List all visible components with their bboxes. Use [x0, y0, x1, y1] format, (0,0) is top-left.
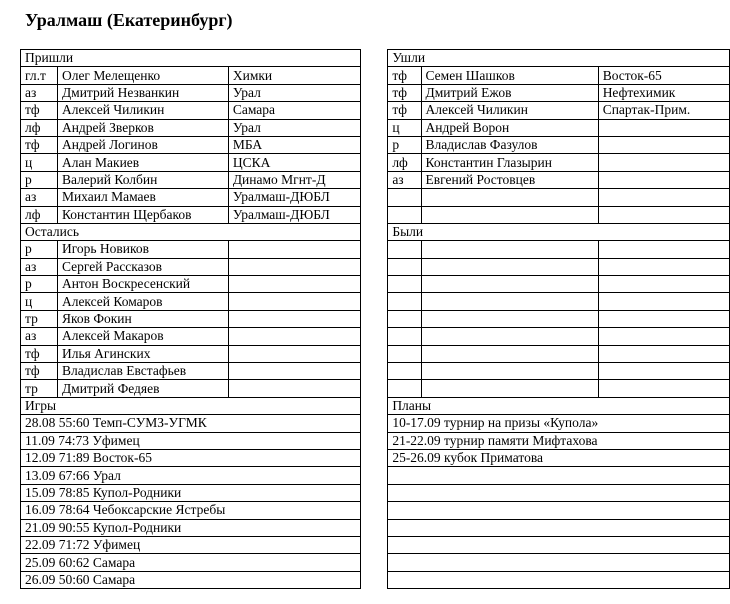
game-cell: 26.09 50:60 Самара	[21, 571, 229, 588]
empty-cell	[388, 310, 421, 327]
club-cell: Урал	[228, 119, 360, 136]
empty-cell	[598, 536, 729, 553]
empty-cell	[598, 241, 729, 258]
empty-cell	[228, 380, 360, 397]
table-row	[21, 136, 730, 153]
table-row	[21, 154, 730, 171]
position-cell: р	[21, 276, 58, 293]
player-cell: Семен Шашков	[421, 67, 598, 84]
player-cell: Валерий Колбин	[57, 171, 228, 188]
club-cell	[598, 206, 729, 223]
position-cell: р	[21, 241, 58, 258]
empty-cell	[598, 554, 729, 571]
column-gap	[360, 502, 388, 519]
position-cell: р	[388, 136, 421, 153]
position-cell: тр	[21, 310, 58, 327]
empty-cell	[388, 258, 421, 275]
empty-cell	[598, 276, 729, 293]
empty-cell	[421, 258, 598, 275]
empty-cell	[388, 293, 421, 310]
club-cell	[598, 189, 729, 206]
empty-cell	[228, 345, 360, 362]
table-row	[21, 484, 730, 501]
position-cell: тф	[388, 84, 421, 101]
position-cell: ц	[21, 293, 58, 310]
empty-cell	[228, 310, 360, 327]
player-cell: Андрей Зверков	[57, 119, 228, 136]
empty-cell	[228, 415, 360, 432]
table-row	[21, 189, 730, 206]
empty-cell	[228, 276, 360, 293]
column-gap	[360, 519, 388, 536]
column-gap	[360, 276, 388, 293]
game-cell: 11.09 74:73 Уфимец	[21, 432, 229, 449]
empty-cell	[598, 432, 729, 449]
plan-cell	[388, 554, 598, 571]
game-cell: 25.09 60:62 Самара	[21, 554, 229, 571]
empty-cell	[388, 363, 421, 380]
position-cell: тф	[21, 102, 58, 119]
empty-cell	[421, 380, 598, 397]
empty-cell	[228, 293, 360, 310]
column-gap	[360, 363, 388, 380]
section-header-row	[21, 223, 730, 240]
empty-cell	[598, 363, 729, 380]
plan-cell	[388, 519, 598, 536]
plan-cell	[388, 571, 598, 588]
column-gap	[360, 171, 388, 188]
club-cell: Спартак-Прим.	[598, 102, 729, 119]
player-cell: Константин Щербаков	[57, 206, 228, 223]
player-cell: Алексей Макаров	[57, 328, 228, 345]
empty-cell	[228, 571, 360, 588]
column-gap	[360, 154, 388, 171]
club-cell: Нефтехимик	[598, 84, 729, 101]
table-row	[21, 519, 730, 536]
position-cell: тф	[21, 345, 58, 362]
empty-cell	[421, 293, 598, 310]
column-gap	[360, 119, 388, 136]
player-cell: Дмитрий Ежов	[421, 84, 598, 101]
position-cell: лф	[388, 154, 421, 171]
player-cell	[421, 206, 598, 223]
player-cell: Яков Фокин	[57, 310, 228, 327]
column-gap	[360, 449, 388, 466]
table-row	[21, 380, 730, 397]
column-gap	[360, 554, 388, 571]
table-row	[21, 536, 730, 553]
table-row	[21, 119, 730, 136]
empty-cell	[421, 241, 598, 258]
position-cell: аз	[21, 84, 58, 101]
empty-cell	[598, 484, 729, 501]
empty-cell	[228, 467, 360, 484]
empty-cell	[228, 258, 360, 275]
column-gap	[360, 571, 388, 588]
table-row	[21, 84, 730, 101]
column-gap	[360, 102, 388, 119]
empty-cell	[598, 310, 729, 327]
position-cell: тф	[388, 102, 421, 119]
table-row	[21, 258, 730, 275]
table-row	[21, 206, 730, 223]
section-header-row	[21, 397, 730, 414]
table-row	[21, 571, 730, 588]
column-gap	[360, 328, 388, 345]
section-header: Планы	[388, 397, 730, 414]
column-gap	[360, 241, 388, 258]
club-cell	[598, 119, 729, 136]
empty-cell	[388, 241, 421, 258]
roster-table	[20, 49, 730, 589]
empty-cell	[598, 571, 729, 588]
table-row	[21, 449, 730, 466]
player-cell: Дмитрий Незванкин	[57, 84, 228, 101]
position-cell	[388, 189, 421, 206]
section-header-row	[21, 50, 730, 67]
player-cell: Владислав Евстафьев	[57, 363, 228, 380]
position-cell: аз	[21, 258, 58, 275]
page-title: Уралмаш (Екатеринбург)	[25, 10, 233, 30]
club-cell: МБА	[228, 136, 360, 153]
column-gap	[360, 50, 388, 67]
column-gap	[360, 345, 388, 362]
player-cell: Андрей Ворон	[421, 119, 598, 136]
game-cell: 16.09 78:64 Чебоксарские Ястребы	[21, 502, 229, 519]
empty-cell	[388, 328, 421, 345]
empty-cell	[228, 484, 360, 501]
empty-cell	[421, 310, 598, 327]
player-cell: Алексей Чиликин	[57, 102, 228, 119]
empty-cell	[598, 467, 729, 484]
club-cell: Самара	[228, 102, 360, 119]
table-row	[21, 276, 730, 293]
plan-cell: 21-22.09 турнир памяти Мифтахова	[388, 432, 598, 449]
column-gap	[360, 189, 388, 206]
empty-cell	[228, 502, 360, 519]
plan-cell	[388, 484, 598, 501]
position-cell: ц	[388, 119, 421, 136]
plan-cell	[388, 502, 598, 519]
empty-cell	[388, 380, 421, 397]
empty-cell	[421, 328, 598, 345]
table-row	[21, 171, 730, 188]
position-cell: лф	[21, 206, 58, 223]
player-cell: Константин Глазырин	[421, 154, 598, 171]
club-cell: Уралмаш-ДЮБЛ	[228, 189, 360, 206]
empty-cell	[598, 502, 729, 519]
empty-cell	[228, 432, 360, 449]
table-row	[21, 345, 730, 362]
position-cell: гл.т	[21, 67, 58, 84]
position-cell: аз	[21, 328, 58, 345]
table-row	[21, 363, 730, 380]
column-gap	[360, 536, 388, 553]
section-header: Пришли	[21, 50, 361, 67]
player-cell: Алексей Комаров	[57, 293, 228, 310]
table-row	[21, 310, 730, 327]
empty-cell	[388, 276, 421, 293]
empty-cell	[228, 241, 360, 258]
empty-cell	[598, 345, 729, 362]
club-cell: ЦСКА	[228, 154, 360, 171]
section-header: Остались	[21, 223, 361, 240]
game-cell: 22.09 71:72 Уфимец	[21, 536, 229, 553]
table-row	[21, 502, 730, 519]
column-gap	[360, 467, 388, 484]
table-row	[21, 328, 730, 345]
empty-cell	[598, 519, 729, 536]
plan-cell: 10-17.09 турнир на призы «Купола»	[388, 415, 598, 432]
column-gap	[360, 310, 388, 327]
position-cell: тф	[388, 67, 421, 84]
position-cell: тр	[21, 380, 58, 397]
column-gap	[360, 484, 388, 501]
table-row	[21, 241, 730, 258]
empty-cell	[228, 536, 360, 553]
player-cell: Антон Воскресенский	[57, 276, 228, 293]
player-cell: Алан Макиев	[57, 154, 228, 171]
position-cell: аз	[21, 189, 58, 206]
club-cell: Динамо Мгнт-Д	[228, 171, 360, 188]
empty-cell	[228, 328, 360, 345]
empty-cell	[421, 345, 598, 362]
plan-cell	[388, 536, 598, 553]
game-cell: 28.08 55:60 Темп-СУМЗ-УГМК	[21, 415, 229, 432]
player-cell: Михаил Мамаев	[57, 189, 228, 206]
club-cell: Уралмаш-ДЮБЛ	[228, 206, 360, 223]
column-gap	[360, 67, 388, 84]
player-cell: Илья Агинских	[57, 345, 228, 362]
position-cell: р	[21, 171, 58, 188]
player-cell	[421, 189, 598, 206]
empty-cell	[598, 380, 729, 397]
game-cell: 12.09 71:89 Восток-65	[21, 449, 229, 466]
empty-cell	[228, 519, 360, 536]
column-gap	[360, 380, 388, 397]
table-row	[21, 415, 730, 432]
player-cell: Алексей Чиликин	[421, 102, 598, 119]
table-row	[21, 467, 730, 484]
empty-cell	[421, 363, 598, 380]
club-cell	[598, 136, 729, 153]
column-gap	[360, 293, 388, 310]
column-gap	[360, 258, 388, 275]
position-cell: тф	[21, 136, 58, 153]
column-gap	[360, 84, 388, 101]
empty-cell	[388, 345, 421, 362]
empty-cell	[598, 328, 729, 345]
table-row	[21, 554, 730, 571]
column-gap	[360, 223, 388, 240]
player-cell: Дмитрий Федяев	[57, 380, 228, 397]
position-cell: аз	[388, 171, 421, 188]
empty-cell	[598, 449, 729, 466]
position-cell	[388, 206, 421, 223]
empty-cell	[421, 276, 598, 293]
game-cell: 13.09 67:66 Урал	[21, 467, 229, 484]
column-gap	[360, 136, 388, 153]
section-header: Ушли	[388, 50, 730, 67]
table-row	[21, 293, 730, 310]
empty-cell	[228, 363, 360, 380]
section-header: Были	[388, 223, 730, 240]
plan-cell	[388, 467, 598, 484]
player-cell: Сергей Рассказов	[57, 258, 228, 275]
empty-cell	[598, 258, 729, 275]
empty-cell	[228, 449, 360, 466]
player-cell: Андрей Логинов	[57, 136, 228, 153]
position-cell: тф	[21, 363, 58, 380]
section-header: Игры	[21, 397, 361, 414]
empty-cell	[598, 415, 729, 432]
column-gap	[360, 206, 388, 223]
plan-cell: 25-26.09 кубок Приматова	[388, 449, 598, 466]
club-cell	[598, 171, 729, 188]
player-cell: Владислав Фазулов	[421, 136, 598, 153]
column-gap	[360, 415, 388, 432]
empty-cell	[598, 293, 729, 310]
club-cell	[598, 154, 729, 171]
table-row	[21, 67, 730, 84]
club-cell: Восток-65	[598, 67, 729, 84]
position-cell: ц	[21, 154, 58, 171]
player-cell: Олег Мелещенко	[57, 67, 228, 84]
game-cell: 15.09 78:85 Купол-Родники	[21, 484, 229, 501]
table-row	[21, 102, 730, 119]
position-cell: лф	[21, 119, 58, 136]
table-row	[21, 432, 730, 449]
column-gap	[360, 397, 388, 414]
club-cell: Химки	[228, 67, 360, 84]
player-cell: Евгений Ростовцев	[421, 171, 598, 188]
club-cell: Урал	[228, 84, 360, 101]
empty-cell	[228, 554, 360, 571]
player-cell: Игорь Новиков	[57, 241, 228, 258]
game-cell: 21.09 90:55 Купол-Родники	[21, 519, 229, 536]
column-gap	[360, 432, 388, 449]
